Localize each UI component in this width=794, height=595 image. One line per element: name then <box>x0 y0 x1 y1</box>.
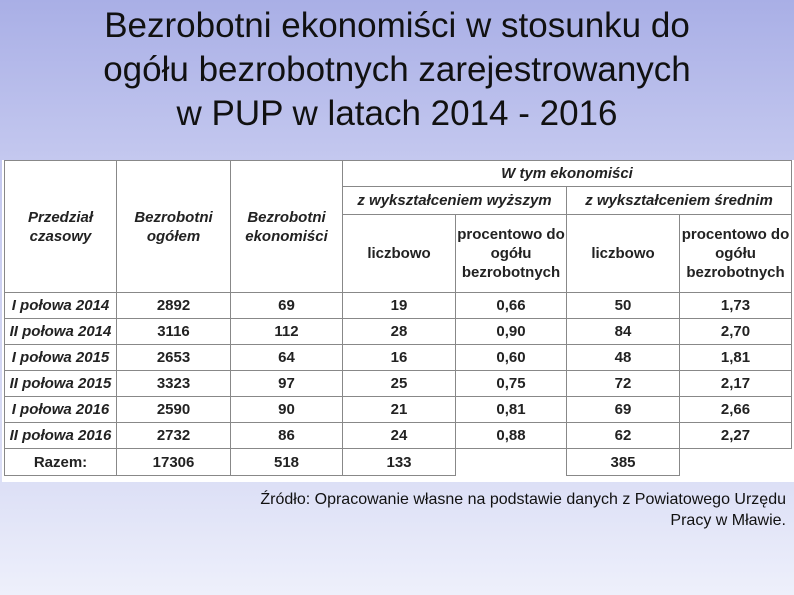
table-row <box>5 345 792 371</box>
header-secondary-education: z wykształceniem średnim <box>567 187 792 215</box>
cell-economists: 97 <box>231 371 343 397</box>
table-row <box>5 397 792 423</box>
table-row <box>5 319 792 345</box>
cell-economists: 90 <box>231 397 343 423</box>
cell-period: I połowa 2015 <box>5 345 117 371</box>
cell-secondary-percent: 2,17 <box>680 371 792 397</box>
cell-secondary-count: 48 <box>567 345 680 371</box>
header-group-title: W tym ekonomiści <box>343 161 792 187</box>
cell-economists: 86 <box>231 423 343 449</box>
header-higher-count: liczbowo <box>343 215 456 293</box>
economists-table <box>4 160 792 476</box>
cell-economists: 69 <box>231 293 343 319</box>
cell-higher-percent: 0,60 <box>456 345 567 371</box>
cell-secondary-count: 62 <box>567 423 680 449</box>
table-total-row <box>5 449 792 476</box>
header-period: Przedział czasowy <box>5 161 117 293</box>
cell-total: 2590 <box>117 397 231 423</box>
cell-secondary-percent: 2,70 <box>680 319 792 345</box>
cell-period: I połowa 2016 <box>5 397 117 423</box>
cell-higher-count-sum: 133 <box>343 449 456 476</box>
cell-period: I połowa 2014 <box>5 293 117 319</box>
cell-total: 2892 <box>117 293 231 319</box>
cell-higher-percent: 0,66 <box>456 293 567 319</box>
cell-secondary-count-sum: 385 <box>567 449 680 476</box>
source-line-2: Pracy w Mławie. <box>670 512 786 529</box>
cell-total-label: Razem: <box>5 449 117 476</box>
header-economists: Bezrobotni ekonomiści <box>231 161 343 293</box>
cell-period: II połowa 2015 <box>5 371 117 397</box>
cell-higher-count: 21 <box>343 397 456 423</box>
table-row <box>5 371 792 397</box>
cell-total: 3116 <box>117 319 231 345</box>
table-row <box>5 293 792 319</box>
cell-higher-count: 28 <box>343 319 456 345</box>
header-total: Bezrobotni ogółem <box>117 161 231 293</box>
cell-higher-count: 25 <box>343 371 456 397</box>
slide-title <box>0 4 794 136</box>
table-row <box>5 423 792 449</box>
title-line-1: Bezrobotni ekonomiści w stosunku do <box>104 6 690 45</box>
cell-empty <box>456 449 567 476</box>
cell-higher-percent: 0,90 <box>456 319 567 345</box>
source-note <box>86 489 786 531</box>
cell-secondary-percent: 2,27 <box>680 423 792 449</box>
header-secondary-percent: procentowo do ogółu bezrobotnych <box>680 215 792 293</box>
cell-higher-count: 24 <box>343 423 456 449</box>
cell-total: 2732 <box>117 423 231 449</box>
cell-secondary-count: 84 <box>567 319 680 345</box>
cell-economists-sum: 518 <box>231 449 343 476</box>
table-container <box>2 160 794 482</box>
cell-period: II połowa 2014 <box>5 319 117 345</box>
cell-higher-count: 19 <box>343 293 456 319</box>
cell-higher-count: 16 <box>343 345 456 371</box>
cell-secondary-percent: 1,81 <box>680 345 792 371</box>
cell-secondary-percent: 1,73 <box>680 293 792 319</box>
cell-higher-percent: 0,75 <box>456 371 567 397</box>
cell-period: II połowa 2016 <box>5 423 117 449</box>
header-higher-education: z wykształceniem wyższym <box>343 187 567 215</box>
title-line-3: w PUP w latach 2014 - 2016 <box>176 94 618 133</box>
header-higher-percent: procentowo do ogółu bezrobotnych <box>456 215 567 293</box>
cell-empty <box>680 449 792 476</box>
source-line-1: Źródło: Opracowanie własne na podstawie danych z Powiatowego Urzędu <box>260 491 786 508</box>
cell-secondary-count: 69 <box>567 397 680 423</box>
cell-total-sum: 17306 <box>117 449 231 476</box>
title-line-2: ogółu bezrobotnych zarejestrowanych <box>103 50 691 89</box>
cell-secondary-count: 50 <box>567 293 680 319</box>
cell-secondary-count: 72 <box>567 371 680 397</box>
cell-total: 2653 <box>117 345 231 371</box>
cell-secondary-percent: 2,66 <box>680 397 792 423</box>
cell-higher-percent: 0,88 <box>456 423 567 449</box>
cell-economists: 112 <box>231 319 343 345</box>
cell-economists: 64 <box>231 345 343 371</box>
cell-total: 3323 <box>117 371 231 397</box>
header-secondary-count: liczbowo <box>567 215 680 293</box>
cell-higher-percent: 0,81 <box>456 397 567 423</box>
